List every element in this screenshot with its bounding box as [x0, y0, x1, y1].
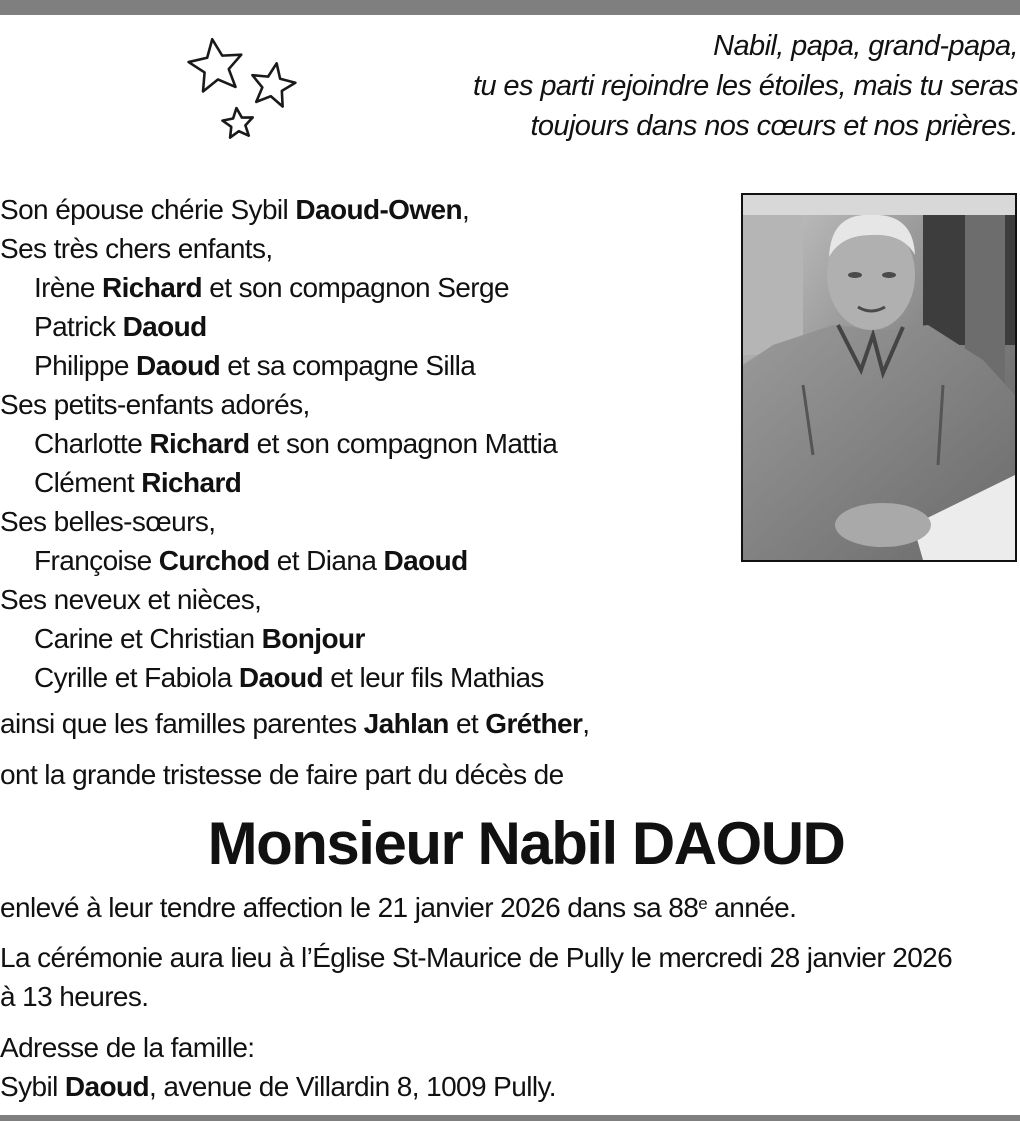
relatives-middle: et: [448, 708, 486, 739]
spouse-name: Daoud-Owen: [295, 194, 463, 225]
sister-first: Françoise: [34, 545, 159, 576]
sister-last: Daoud: [383, 545, 468, 576]
relatives-prefix: ainsi que les familles parentes: [0, 708, 364, 739]
star-large-icon: [186, 36, 246, 93]
ceremony-line: La cérémonie aura lieu à l’Église St-Maurice de Pully le mercredi 28 janvier 2026: [0, 942, 953, 973]
address-rest: , avenue de Villardin 8, 1009 Pully.: [148, 1071, 556, 1102]
nephew-rest: et leur fils Mathias: [323, 662, 544, 693]
child-line: [0, 268, 557, 307]
nephews-heading: Ses neveux et nièces,: [0, 584, 262, 615]
death-notice-line: [0, 888, 796, 927]
epitaph-line: toujours dans nos cœurs et nos prières.: [530, 110, 1018, 142]
spouse-suffix: ,: [462, 194, 470, 225]
child-last: Daoud: [136, 350, 221, 381]
epitaph-line: Nabil, papa, grand-papa,: [713, 30, 1018, 62]
grandchild-last: Richard: [149, 428, 250, 459]
child-last: Richard: [102, 272, 203, 303]
sisters-in-law-line: [0, 541, 557, 580]
portrait-photo: [741, 193, 1017, 562]
children-heading: Ses très chers enfants,: [0, 233, 273, 264]
relatives-suffix: ,: [582, 708, 590, 739]
epitaph-verse: [418, 26, 1018, 146]
family-list: [0, 190, 557, 697]
relatives-line: [0, 704, 589, 743]
nephew-last: Bonjour: [261, 623, 365, 654]
address-heading: Adresse de la famille:: [0, 1032, 255, 1063]
sister-middle: et Diana: [269, 545, 384, 576]
deceased-name: Monsieur Nabil DAOUD: [207, 810, 845, 877]
star-small-icon: [221, 106, 254, 138]
sister-last: Curchod: [158, 545, 270, 576]
child-first: Patrick: [34, 311, 123, 342]
death-notice-text: enlevé à leur tendre affection le 21 janvier 2026 dans sa 88: [0, 892, 699, 923]
ordinal-suffix: e: [698, 894, 708, 913]
relatives-name: Gréther: [485, 708, 583, 739]
address-prefix: Sybil: [0, 1071, 65, 1102]
sisters-in-law-heading: Ses belles-sœurs,: [0, 506, 216, 537]
announcement-line: ont la grande tristesse de faire part du décès de: [0, 759, 564, 790]
grandchild-last: Richard: [141, 467, 242, 498]
nephew-last: Daoud: [238, 662, 324, 693]
child-first: Irène: [34, 272, 102, 303]
nephew-line: [0, 619, 557, 658]
child-line: [0, 346, 557, 385]
bottom-rule: [0, 1115, 1020, 1121]
star-medium-icon: [248, 60, 298, 108]
nephew-line: [0, 658, 557, 697]
grandchild-line: [0, 463, 557, 502]
death-notice-text: année.: [707, 892, 797, 923]
grandchild-rest: et son compagnon Mattia: [249, 428, 558, 459]
grandchild-first: Clément: [34, 467, 142, 498]
spouse-prefix: Son épouse chérie Sybil: [0, 194, 296, 225]
address-name: Daoud: [64, 1071, 149, 1102]
top-rule: [0, 0, 1020, 15]
relatives-name: Jahlan: [363, 708, 449, 739]
epitaph-line: tu es parti rejoindre les étoiles, mais tu seras: [472, 70, 1018, 102]
child-line: [0, 307, 557, 346]
child-first: Philippe: [34, 350, 137, 381]
nephew-first: Carine et Christian: [34, 623, 262, 654]
ceremony-line: à 13 heures.: [0, 981, 149, 1012]
child-rest: et son compagnon Serge: [202, 272, 509, 303]
child-rest: et sa compagne Silla: [220, 350, 476, 381]
grandchildren-heading: Ses petits-enfants adorés,: [0, 389, 310, 420]
grandchild-line: [0, 424, 557, 463]
grandchild-first: Charlotte: [34, 428, 150, 459]
nephew-first: Cyrille et Fabiola: [34, 662, 239, 693]
address-line: [0, 1067, 556, 1106]
child-last: Daoud: [122, 311, 207, 342]
portrait-image: [743, 195, 1015, 560]
spouse-line: [0, 190, 557, 229]
stars-icon: [186, 36, 306, 151]
